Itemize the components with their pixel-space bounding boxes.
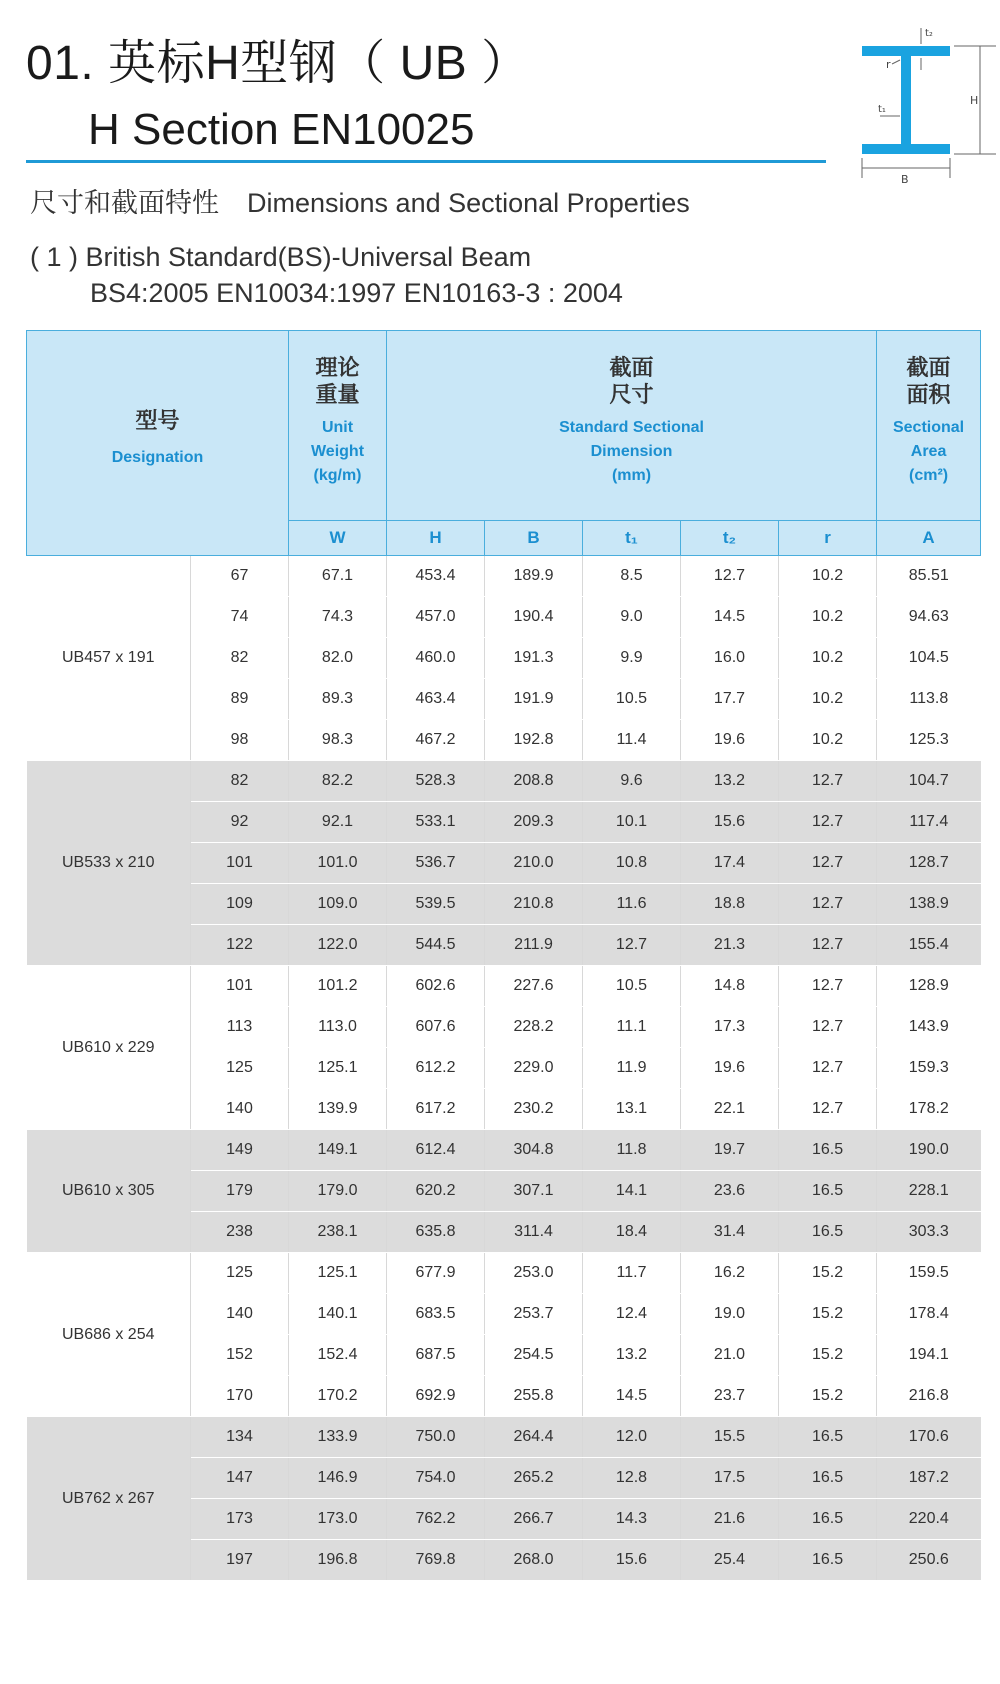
symbol-t1: t₁ — [583, 521, 681, 556]
header-dimension-en1: Standard Sectional — [559, 418, 704, 436]
area-cell: 117.4 — [877, 802, 981, 843]
mass-cell: 173 — [191, 1499, 289, 1540]
weight-cell: 101.0 — [289, 843, 387, 884]
table-body — [27, 556, 981, 1581]
b-cell: 307.1 — [485, 1171, 583, 1212]
r-cell: 12.7 — [779, 761, 877, 802]
t2-cell: 15.6 — [681, 802, 779, 843]
header-unit-weight-zh1: 理论 — [315, 354, 360, 380]
t1-cell: 10.5 — [583, 966, 681, 1007]
t1-cell: 12.8 — [583, 1458, 681, 1499]
r-cell: 15.2 — [779, 1253, 877, 1294]
t2-cell: 25.4 — [681, 1540, 779, 1581]
t1-cell: 11.7 — [583, 1253, 681, 1294]
mass-cell: 82 — [191, 761, 289, 802]
designation-cell: UB457 x 191 — [27, 556, 191, 761]
h-cell: 528.3 — [387, 761, 485, 802]
h-cell: 602.6 — [387, 966, 485, 1007]
h-cell: 687.5 — [387, 1335, 485, 1376]
weight-cell: 109.0 — [289, 884, 387, 925]
r-cell: 12.7 — [779, 1007, 877, 1048]
area-cell: 159.3 — [877, 1048, 981, 1089]
t2-cell: 17.7 — [681, 679, 779, 720]
t2-cell: 21.3 — [681, 925, 779, 966]
symbol-b: B — [485, 521, 583, 556]
b-cell: 210.0 — [485, 843, 583, 884]
t1-cell: 13.1 — [583, 1089, 681, 1130]
standard-title: ( 1 ) British Standard(BS)-Universal Beam — [30, 242, 532, 272]
area-cell: 155.4 — [877, 925, 981, 966]
weight-cell: 89.3 — [289, 679, 387, 720]
mass-cell: 122 — [191, 925, 289, 966]
designation-cell: UB762 x 267 — [27, 1417, 191, 1581]
mass-cell: 125 — [191, 1048, 289, 1089]
mass-cell: 98 — [191, 720, 289, 761]
area-cell: 170.6 — [877, 1417, 981, 1458]
weight-cell: 101.2 — [289, 966, 387, 1007]
page-subtitle: H Section EN10025 — [88, 105, 475, 154]
t2-cell: 13.2 — [681, 761, 779, 802]
table-row — [27, 761, 981, 802]
header-area-en2: Area — [910, 442, 947, 460]
area-cell: 178.2 — [877, 1089, 981, 1130]
t1-cell: 9.6 — [583, 761, 681, 802]
b-cell: 208.8 — [485, 761, 583, 802]
r-cell: 10.2 — [779, 720, 877, 761]
symbol-a: A — [877, 521, 981, 556]
t1-cell: 12.7 — [583, 925, 681, 966]
area-cell: 190.0 — [877, 1130, 981, 1171]
weight-cell: 146.9 — [289, 1458, 387, 1499]
t1-cell: 12.0 — [583, 1417, 681, 1458]
top-flange — [862, 46, 950, 56]
header-area — [877, 331, 981, 521]
r-cell: 16.5 — [779, 1499, 877, 1540]
t2-cell: 17.3 — [681, 1007, 779, 1048]
weight-cell: 140.1 — [289, 1294, 387, 1335]
table-row — [27, 556, 981, 597]
area-cell: 178.4 — [877, 1294, 981, 1335]
h-cell: 533.1 — [387, 802, 485, 843]
header-area-zh1: 截面 — [906, 354, 951, 380]
r-cell: 12.7 — [779, 884, 877, 925]
designation-cell: UB533 x 210 — [27, 761, 191, 966]
r-cell: 16.5 — [779, 1171, 877, 1212]
header-unit-weight-en2: Weight — [310, 442, 365, 460]
header-unit-weight-zh2: 重量 — [315, 381, 360, 407]
mass-cell: 74 — [191, 597, 289, 638]
t2-cell: 16.2 — [681, 1253, 779, 1294]
r-cell: 12.7 — [779, 925, 877, 966]
weight-cell: 152.4 — [289, 1335, 387, 1376]
web — [901, 56, 911, 144]
h-cell: 539.5 — [387, 884, 485, 925]
t2-cell: 21.0 — [681, 1335, 779, 1376]
r-cell: 15.2 — [779, 1335, 877, 1376]
t1-cell: 8.5 — [583, 556, 681, 597]
t2-cell: 17.4 — [681, 843, 779, 884]
area-cell: 303.3 — [877, 1212, 981, 1253]
weight-cell: 149.1 — [289, 1130, 387, 1171]
header-area-en1: Sectional — [892, 418, 965, 436]
area-cell: 104.7 — [877, 761, 981, 802]
mass-cell: 179 — [191, 1171, 289, 1212]
b-cell: 268.0 — [485, 1540, 583, 1581]
t1-cell: 10.5 — [583, 679, 681, 720]
h-cell: 612.4 — [387, 1130, 485, 1171]
h-cell: 677.9 — [387, 1253, 485, 1294]
table-row — [27, 1253, 981, 1294]
b-cell: 255.8 — [485, 1376, 583, 1417]
b-cell: 190.4 — [485, 597, 583, 638]
table-row — [27, 1130, 981, 1171]
area-cell: 113.8 — [877, 679, 981, 720]
h-cell: 453.4 — [387, 556, 485, 597]
t2-cell: 19.6 — [681, 1048, 779, 1089]
weight-cell: 82.2 — [289, 761, 387, 802]
mass-cell: 67 — [191, 556, 289, 597]
t1-cell: 14.3 — [583, 1499, 681, 1540]
b-cell: 229.0 — [485, 1048, 583, 1089]
b-cell: 192.8 — [485, 720, 583, 761]
title-divider — [26, 160, 826, 163]
area-cell: 94.63 — [877, 597, 981, 638]
designation-cell: UB610 x 305 — [27, 1130, 191, 1253]
t1-cell: 14.1 — [583, 1171, 681, 1212]
r-cell: 12.7 — [779, 802, 877, 843]
t1-cell: 9.0 — [583, 597, 681, 638]
b-cell: 189.9 — [485, 556, 583, 597]
t1-cell: 11.8 — [583, 1130, 681, 1171]
area-cell: 138.9 — [877, 884, 981, 925]
r-dim-label: r — [886, 58, 891, 71]
h-cell: 467.2 — [387, 720, 485, 761]
b-cell: 191.9 — [485, 679, 583, 720]
mass-cell: 125 — [191, 1253, 289, 1294]
t2-cell: 23.7 — [681, 1376, 779, 1417]
t1-cell: 14.5 — [583, 1376, 681, 1417]
t2-cell: 17.5 — [681, 1458, 779, 1499]
b-cell: 228.2 — [485, 1007, 583, 1048]
area-cell: 187.2 — [877, 1458, 981, 1499]
section-heading-zh: 尺寸和截面特性 — [30, 188, 219, 218]
mass-cell: 147 — [191, 1458, 289, 1499]
h-cell: 457.0 — [387, 597, 485, 638]
weight-cell: 92.1 — [289, 802, 387, 843]
h-cell: 536.7 — [387, 843, 485, 884]
mass-cell: 140 — [191, 1294, 289, 1335]
designation-cell: UB610 x 229 — [27, 966, 191, 1130]
h-cell: 762.2 — [387, 1499, 485, 1540]
r-cell: 16.5 — [779, 1540, 877, 1581]
t2-cell: 19.7 — [681, 1130, 779, 1171]
weight-cell: 196.8 — [289, 1540, 387, 1581]
b-cell: 253.7 — [485, 1294, 583, 1335]
r-cell: 12.7 — [779, 966, 877, 1007]
b-cell: 304.8 — [485, 1130, 583, 1171]
weight-cell: 179.0 — [289, 1171, 387, 1212]
table-row — [27, 1417, 981, 1458]
b-cell: 211.9 — [485, 925, 583, 966]
mass-cell: 238 — [191, 1212, 289, 1253]
h-cell: 683.5 — [387, 1294, 485, 1335]
r-cell: 16.5 — [779, 1458, 877, 1499]
weight-cell: 113.0 — [289, 1007, 387, 1048]
r-cell: 12.7 — [779, 1089, 877, 1130]
t2-cell: 19.0 — [681, 1294, 779, 1335]
symbol-w: W — [289, 521, 387, 556]
mass-cell: 92 — [191, 802, 289, 843]
b-dim-label: B — [901, 173, 909, 186]
header-designation — [27, 331, 289, 556]
h-cell: 635.8 — [387, 1212, 485, 1253]
b-cell: 191.3 — [485, 638, 583, 679]
weight-cell: 173.0 — [289, 1499, 387, 1540]
area-cell: 159.5 — [877, 1253, 981, 1294]
r-cell: 16.5 — [779, 1417, 877, 1458]
header-designation-en: Designation — [111, 448, 204, 466]
weight-cell: 82.0 — [289, 638, 387, 679]
area-cell: 85.51 — [877, 556, 981, 597]
mass-cell: 134 — [191, 1417, 289, 1458]
mass-cell: 82 — [191, 638, 289, 679]
area-cell: 128.9 — [877, 966, 981, 1007]
b-cell: 266.7 — [485, 1499, 583, 1540]
t2-cell: 18.8 — [681, 884, 779, 925]
section-heading-en: Dimensions and Sectional Properties — [247, 188, 690, 218]
t1-cell: 11.9 — [583, 1048, 681, 1089]
section-heading — [30, 185, 690, 221]
header-unit-weight-en1: Unit — [321, 418, 354, 436]
header-area-zh2: 面积 — [906, 381, 951, 407]
header-unit-weight — [289, 331, 387, 521]
mass-cell: 170 — [191, 1376, 289, 1417]
symbol-h: H — [387, 521, 485, 556]
b-cell: 264.4 — [485, 1417, 583, 1458]
header-dimension-en3: (mm) — [611, 466, 652, 484]
h-cell: 544.5 — [387, 925, 485, 966]
area-cell: 216.8 — [877, 1376, 981, 1417]
area-cell: 125.3 — [877, 720, 981, 761]
h-cell: 750.0 — [387, 1417, 485, 1458]
h-cell: 769.8 — [387, 1540, 485, 1581]
t2-cell: 16.0 — [681, 638, 779, 679]
t1-cell: 11.4 — [583, 720, 681, 761]
mass-cell: 197 — [191, 1540, 289, 1581]
t2-cell: 21.6 — [681, 1499, 779, 1540]
header-unit-weight-en3: (kg/m) — [313, 466, 362, 484]
b-cell: 311.4 — [485, 1212, 583, 1253]
h-cell: 607.6 — [387, 1007, 485, 1048]
r-cell: 15.2 — [779, 1294, 877, 1335]
h-dim-label: H — [970, 94, 979, 107]
t1-cell: 12.4 — [583, 1294, 681, 1335]
weight-cell: 122.0 — [289, 925, 387, 966]
b-cell: 254.5 — [485, 1335, 583, 1376]
h-cell: 460.0 — [387, 638, 485, 679]
weight-cell: 125.1 — [289, 1253, 387, 1294]
page-title: 01. 英标H型钢（ UB ） — [26, 37, 530, 90]
mass-cell: 101 — [191, 843, 289, 884]
t1-cell: 15.6 — [583, 1540, 681, 1581]
r-cell: 16.5 — [779, 1130, 877, 1171]
area-cell: 228.1 — [877, 1171, 981, 1212]
header-dimension — [387, 331, 877, 521]
r-cell: 12.7 — [779, 843, 877, 884]
mass-cell: 89 — [191, 679, 289, 720]
mass-cell: 113 — [191, 1007, 289, 1048]
h-cell: 754.0 — [387, 1458, 485, 1499]
area-cell: 128.7 — [877, 843, 981, 884]
standard-codes: BS4:2005 EN10034:1997 EN10163-3 : 2004 — [90, 278, 623, 308]
r-cell: 12.7 — [779, 1048, 877, 1089]
r-cell: 15.2 — [779, 1376, 877, 1417]
t1-cell: 10.8 — [583, 843, 681, 884]
t1-cell: 10.1 — [583, 802, 681, 843]
area-cell: 220.4 — [877, 1499, 981, 1540]
h-cell: 617.2 — [387, 1089, 485, 1130]
header-dimension-zh2: 尺寸 — [609, 381, 654, 407]
area-cell: 194.1 — [877, 1335, 981, 1376]
weight-cell: 238.1 — [289, 1212, 387, 1253]
properties-table — [26, 330, 981, 1581]
mass-cell: 109 — [191, 884, 289, 925]
h-section-diagram-icon — [850, 20, 1000, 195]
bottom-flange — [862, 144, 950, 154]
weight-cell: 133.9 — [289, 1417, 387, 1458]
b-cell: 210.8 — [485, 884, 583, 925]
table-row — [27, 966, 981, 1007]
mass-cell: 140 — [191, 1089, 289, 1130]
h-cell: 692.9 — [387, 1376, 485, 1417]
r-cell: 10.2 — [779, 597, 877, 638]
mass-cell: 152 — [191, 1335, 289, 1376]
b-cell: 227.6 — [485, 966, 583, 1007]
t1-cell: 11.6 — [583, 884, 681, 925]
header-dimension-zh1: 截面 — [609, 354, 654, 380]
area-cell: 250.6 — [877, 1540, 981, 1581]
t2-cell: 22.1 — [681, 1089, 779, 1130]
mass-cell: 149 — [191, 1130, 289, 1171]
b-cell: 265.2 — [485, 1458, 583, 1499]
t2-cell: 31.4 — [681, 1212, 779, 1253]
h-cell: 463.4 — [387, 679, 485, 720]
t2-cell: 15.5 — [681, 1417, 779, 1458]
symbol-r: r — [779, 521, 877, 556]
t1-dim-label: t₁ — [878, 104, 886, 115]
weight-cell: 125.1 — [289, 1048, 387, 1089]
t2-cell: 12.7 — [681, 556, 779, 597]
header-area-en3: (cm²) — [909, 466, 949, 484]
area-cell: 143.9 — [877, 1007, 981, 1048]
t2-cell: 14.8 — [681, 966, 779, 1007]
weight-cell: 67.1 — [289, 556, 387, 597]
t1-cell: 11.1 — [583, 1007, 681, 1048]
t1-cell: 13.2 — [583, 1335, 681, 1376]
area-cell: 104.5 — [877, 638, 981, 679]
t2-cell: 23.6 — [681, 1171, 779, 1212]
t2-cell: 14.5 — [681, 597, 779, 638]
weight-cell: 74.3 — [289, 597, 387, 638]
t1-cell: 18.4 — [583, 1212, 681, 1253]
weight-cell: 139.9 — [289, 1089, 387, 1130]
header-designation-zh: 型号 — [135, 407, 180, 433]
h-cell: 620.2 — [387, 1171, 485, 1212]
header-dimension-en2: Dimension — [590, 442, 673, 460]
r-cell: 10.2 — [779, 679, 877, 720]
symbol-t2: t₂ — [681, 521, 779, 556]
h-cell: 612.2 — [387, 1048, 485, 1089]
designation-cell: UB686 x 254 — [27, 1253, 191, 1417]
weight-cell: 98.3 — [289, 720, 387, 761]
t2-dim-label: t₂ — [925, 28, 933, 39]
b-cell: 230.2 — [485, 1089, 583, 1130]
mass-cell: 101 — [191, 966, 289, 1007]
r-cell: 16.5 — [779, 1212, 877, 1253]
t2-cell: 19.6 — [681, 720, 779, 761]
b-cell: 209.3 — [485, 802, 583, 843]
weight-cell: 170.2 — [289, 1376, 387, 1417]
b-cell: 253.0 — [485, 1253, 583, 1294]
t1-cell: 9.9 — [583, 638, 681, 679]
r-cell: 10.2 — [779, 556, 877, 597]
r-cell: 10.2 — [779, 638, 877, 679]
